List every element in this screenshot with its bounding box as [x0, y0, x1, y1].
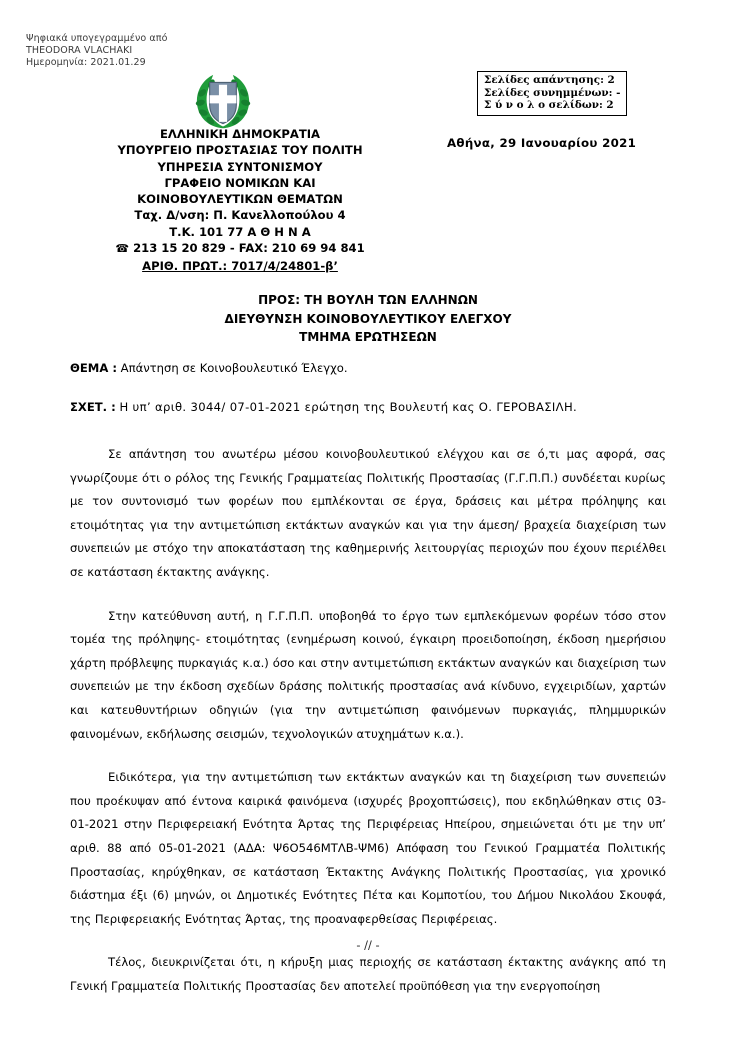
signature-date: Ημερομηνία: 2021.01.29 — [26, 57, 146, 69]
telephone-icon: ☎ — [115, 242, 130, 256]
response-pages-line: Σελίδες απάντησης: 2 — [484, 74, 615, 86]
reference-label: ΣΧΕΤ. : — [70, 400, 116, 414]
body-paragraph-2: Στην κατεύθυνση αυτή, η Γ.Γ.Π.Π. υποβοηθά το έργο των εμπλεκόμενων φορέων τόσο στον τομέα της πρόληψης- ετοιμότητας (ενημέρωση κοινού, έγκαιρη προειδοποίηση, έκδοση ημερήσιου χάρτη πρόβλεψης πυρκαγιάς κ.α.) όσο και στην αντιμετώπιση εκτάκτων αναγκών και διαχείριση των συνεπειών με την έκδοση σχεδίων δράσης πολιτικής προστασίας ανά κίνδυνο, εγχειριδίων, χαρτών και κατευθυντήριων οδηγιών (για την αντιμετώπιση φαινόμενων πυρκαγιάς, πλημμυρικών φαινομένων, εκδήλωσης σεισμών, τεχνολογικών ατυχημάτων κ.α.). — [70, 608, 666, 741]
body-paragraph-1: Σε απάντηση του ανωτέρω μέσου κοινοβουλευτικού ελέγχου και σε ό,τι μας αφορά, σας γνωρίζουμε ότι ο ρόλος της Γενικής Γραμματείας Πολιτικής Προστασίας (Γ.Γ.Π.Π.) συνδέεται κυρίως με τον συντονισμό των φορέων που εμπλέκονται σε έργα, δράσεις και μέτρα πρόληψης και ετοιμότητας για την αντιμετώπιση εκτάκτων αναγκών και για την άμεση/ βραχεία διαχείριση των συνεπειών με στόχο την αποκατάσταση της καθημερινής λειτουργίας περιοχών που έχουν περιέλθει σε κατάσταση έκτακτης ανάγκης. — [70, 447, 666, 579]
letterhead-block — [60, 126, 420, 275]
letterhead-contact — [60, 240, 420, 257]
body-paragraph-4: Τέλος, διευκρινίζεται ότι, η κήρυξη μιας περιοχής σε κατάσταση έκτακτης ανάγκης από τη Γενική Γραμματεία Πολιτικής Προστασίας δεν αποτελεί προϋπόθεση για την ενεργοποίηση — [70, 955, 666, 993]
letterhead-postal-code: Τ.Κ. 101 77 Α Θ Η Ν Α — [169, 224, 311, 239]
total-pages-line: Σ ύ ν ο λ ο σελίδων: 2 — [484, 99, 614, 112]
signature-signed-by-label: Ψηφιακά υπογεγραμμένο από — [26, 33, 168, 44]
digital-signature-stamp — [26, 33, 167, 70]
subject-line — [70, 360, 348, 376]
page-footer: - // - — [356, 938, 380, 952]
recipient-line-directorate: ΔΙΕΥΘΥΝΣΗ ΚΟΙΝΟΒΟΥΛΕΥΤΙΚΟΥ ΕΛΕΓΧΟΥ — [224, 311, 512, 326]
letterhead-protocol-number: ΑΡΙΘ. ΠΡΩΤ.: 7017/4/24801-β’ — [142, 259, 338, 274]
letterhead-republic: ΕΛΛΗΝΙΚΗ ΔΗΜΟΚΡΑΤΙΑ — [159, 127, 321, 141]
document-date: Αθήνα, 29 Ιανουαρίου 2021 — [447, 136, 637, 150]
document-body — [70, 443, 666, 998]
subject-label: ΘΕΜΑ : — [70, 361, 117, 375]
letterhead-ministry: ΥΠΟΥΡΓΕΙΟ ΠΡΟΣΤΑΣΙΑΣ ΤΟΥ ΠΟΛΙΤΗ — [117, 143, 363, 158]
recipient-line-parliament: ΠΡΟΣ: ΤΗ ΒΟΥΛΗ ΤΩΝ ΕΛΛΗΝΩΝ — [258, 293, 478, 307]
signature-signer-name: THEODORA VLACHAKI — [26, 45, 133, 57]
subject-value: Απάντηση σε Κοινοβουλευτικό Έλεγχο. — [120, 361, 348, 375]
reference-line — [70, 399, 577, 415]
letterhead-service: ΥΠΗΡΕΣΙΑ ΣΥΝΤΟΝΙΣΜΟΥ — [157, 159, 323, 174]
recipient-block — [68, 291, 668, 347]
recipient-line-department: ΤΜΗΜΑ ΕΡΩΤΗΣΕΩΝ — [299, 330, 437, 345]
letterhead-office-line2: ΚΟΙΝΟΒΟΥΛΕΥΤΙΚΩΝ ΘΕΜΑΤΩΝ — [137, 192, 343, 207]
body-paragraph-3: Ειδικότερα, για την αντιμετώπιση των εκτάκτων αναγκών και τη διαχείριση των συνεπειών που προέκυψαν από έντονα καιρικά φαινόμενα (ισχυρές βροχοπτώσεις), που εκδηλώθηκαν στις 03-01-2021 στην Περιφερειακή Ενότητα Άρτας της Περιφέρειας Ηπείρου, σημειώνεται ότι με την υπ’ αριθ. 88 από 05-01-2021 (ΑΔΑ: Ψ6Ο546ΜΤΛΒ-ΨΜ6) Απόφαση του Γενικού Γραμματέα Πολιτικής Προστασίας, κηρύχθηκαν, σε κατάσταση Έκτακτης Ανάγκης Πολιτικής Προστασίας, για χρονικό διάστημα έξι (6) μηνών, οι Δημοτικές Ενότητες Πέτα και Κομποτίου, του Δήμου Νικολάου Σκουφά, της Περιφερειακής Ενότητας Άρτας, της προαναφερθείσας Περιφέρειας. — [70, 770, 666, 926]
attachment-pages-line: Σελίδες συνημμένων: - — [484, 86, 621, 99]
pages-count-box — [477, 71, 627, 116]
coat-of-arms-icon — [194, 72, 252, 130]
letterhead-phone-fax: 213 15 20 829 - FAX: 210 69 94 841 — [133, 241, 365, 256]
letterhead-address: Ταχ. Δ/νση: Π. Κανελλοπούλου 4 — [134, 208, 346, 223]
reference-value: Η υπ’ αριθ. 3044/ 07-01-2021 ερώτηση της Βουλευτή κας Ο. ΓΕΡΟΒΑΣΙΛΗ. — [119, 400, 578, 414]
letterhead-office-line1: ΓΡΑΦΕΙΟ ΝΟΜΙΚΩΝ ΚΑΙ — [164, 175, 316, 190]
